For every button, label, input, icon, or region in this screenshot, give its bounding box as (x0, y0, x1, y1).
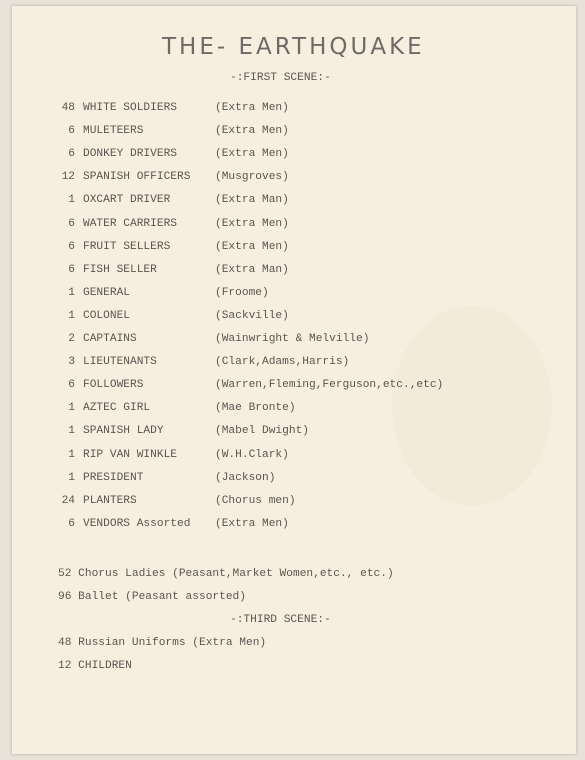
cast-assignment: (Jackson) (215, 471, 276, 484)
cast-role: SPANISH LADY (83, 425, 164, 438)
cast-quantity: 2 (68, 333, 75, 345)
cast-row (12, 310, 576, 326)
ballet-line: 96 Ballet (Peasant assorted) (58, 591, 246, 603)
third-scene-heading: -:THIRD SCENE:- (230, 614, 331, 626)
cast-quantity: 1 (68, 425, 75, 438)
cast-role: FRUIT SELLERS (83, 240, 171, 253)
cast-quantity: 6 (68, 517, 75, 530)
russian-uniforms-line: 48 Russian Uniforms (Extra Men) (58, 637, 267, 649)
cast-quantity: 6 (68, 263, 75, 276)
cast-assignment: (W.H.Clark) (215, 448, 289, 461)
cast-assignment: (Extra Man) (215, 263, 289, 276)
cast-assignment: (Extra Men) (215, 125, 289, 138)
cast-role: WHITE SOLDIERS (83, 102, 177, 114)
cast-row (12, 495, 576, 511)
cast-quantity: 1 (68, 471, 75, 484)
cast-role: OXCART DRIVER (83, 194, 171, 207)
cast-quantity: 24 (61, 494, 75, 507)
cast-row (12, 356, 576, 372)
cast-row (12, 449, 576, 465)
cast-quantity: 1 (68, 286, 75, 299)
cast-row (12, 125, 576, 141)
cast-quantity: 6 (68, 217, 75, 230)
cast-assignment: (Chorus men) (215, 494, 296, 507)
cast-row (12, 425, 576, 441)
cast-quantity: 6 (68, 148, 75, 161)
cast-row (12, 402, 576, 418)
cast-quantity: 6 (68, 240, 75, 253)
cast-role: DONKEY DRIVERS (83, 148, 177, 161)
cast-assignment: (Extra Men) (215, 148, 289, 161)
cast-assignment: (Clark,Adams,Harris) (215, 356, 350, 369)
cast-assignment: (Extra Men) (215, 517, 289, 530)
cast-assignment: (Extra Men) (215, 102, 289, 114)
cast-role: RIP VAN WINKLE (83, 448, 177, 461)
cast-row (12, 194, 576, 210)
cast-assignment: (Wainwright & Melville) (215, 333, 370, 345)
cast-assignment: (Mae Bronte) (215, 402, 296, 415)
cast-row (12, 102, 576, 118)
chorus-ladies-line: 52 Chorus Ladies (Peasant,Market Women,etc., etc.) (58, 568, 394, 580)
cast-role: AZTEC GIRL (83, 402, 151, 415)
cast-row (12, 333, 576, 349)
cast-role: COLONEL (83, 309, 130, 322)
cast-quantity: 48 (61, 102, 75, 114)
children-line: 12 CHILDREN (58, 660, 132, 672)
cast-assignment: (Mabel Dwight) (215, 425, 309, 438)
cast-assignment: (Extra Men) (215, 240, 289, 253)
cast-row (12, 241, 576, 257)
cast-row (12, 379, 576, 395)
cast-role: MULETEERS (83, 125, 144, 138)
document-title: THE- EARTHQUAKE (162, 34, 425, 60)
cast-role: SPANISH OFFICERS (83, 171, 191, 184)
cast-role: VENDORS Assorted (83, 517, 191, 530)
cast-quantity: 3 (68, 356, 75, 369)
cast-row (12, 218, 576, 234)
cast-assignment: (Extra Men) (215, 217, 289, 230)
first-scene-heading: -:FIRST SCENE:- (230, 72, 331, 84)
cast-role: PRESIDENT (83, 471, 144, 484)
cast-quantity: 1 (68, 309, 75, 322)
cast-quantity: 12 (61, 171, 75, 184)
cast-quantity: 1 (68, 402, 75, 415)
cast-assignment: (Extra Man) (215, 194, 289, 207)
document-page (12, 6, 576, 754)
cast-row (12, 171, 576, 187)
cast-role: FOLLOWERS (83, 379, 144, 392)
cast-assignment: (Musgroves) (215, 171, 289, 184)
cast-role: PLANTERS (83, 494, 137, 507)
cast-quantity: 6 (68, 125, 75, 138)
cast-row (12, 518, 576, 534)
cast-quantity: 1 (68, 448, 75, 461)
cast-row (12, 264, 576, 280)
cast-assignment: (Froome) (215, 286, 269, 299)
cast-quantity: 1 (68, 194, 75, 207)
cast-role: CAPTAINS (83, 333, 137, 345)
cast-assignment: (Sackville) (215, 309, 289, 322)
cast-role: FISH SELLER (83, 263, 157, 276)
cast-role: WATER CARRIERS (83, 217, 177, 230)
cast-row (12, 287, 576, 303)
cast-row (12, 472, 576, 488)
cast-role: LIEUTENANTS (83, 356, 157, 369)
cast-assignment: (Warren,Fleming,Ferguson,etc.,etc) (215, 379, 444, 392)
cast-quantity: 6 (68, 379, 75, 392)
cast-row (12, 148, 576, 164)
cast-role: GENERAL (83, 286, 130, 299)
